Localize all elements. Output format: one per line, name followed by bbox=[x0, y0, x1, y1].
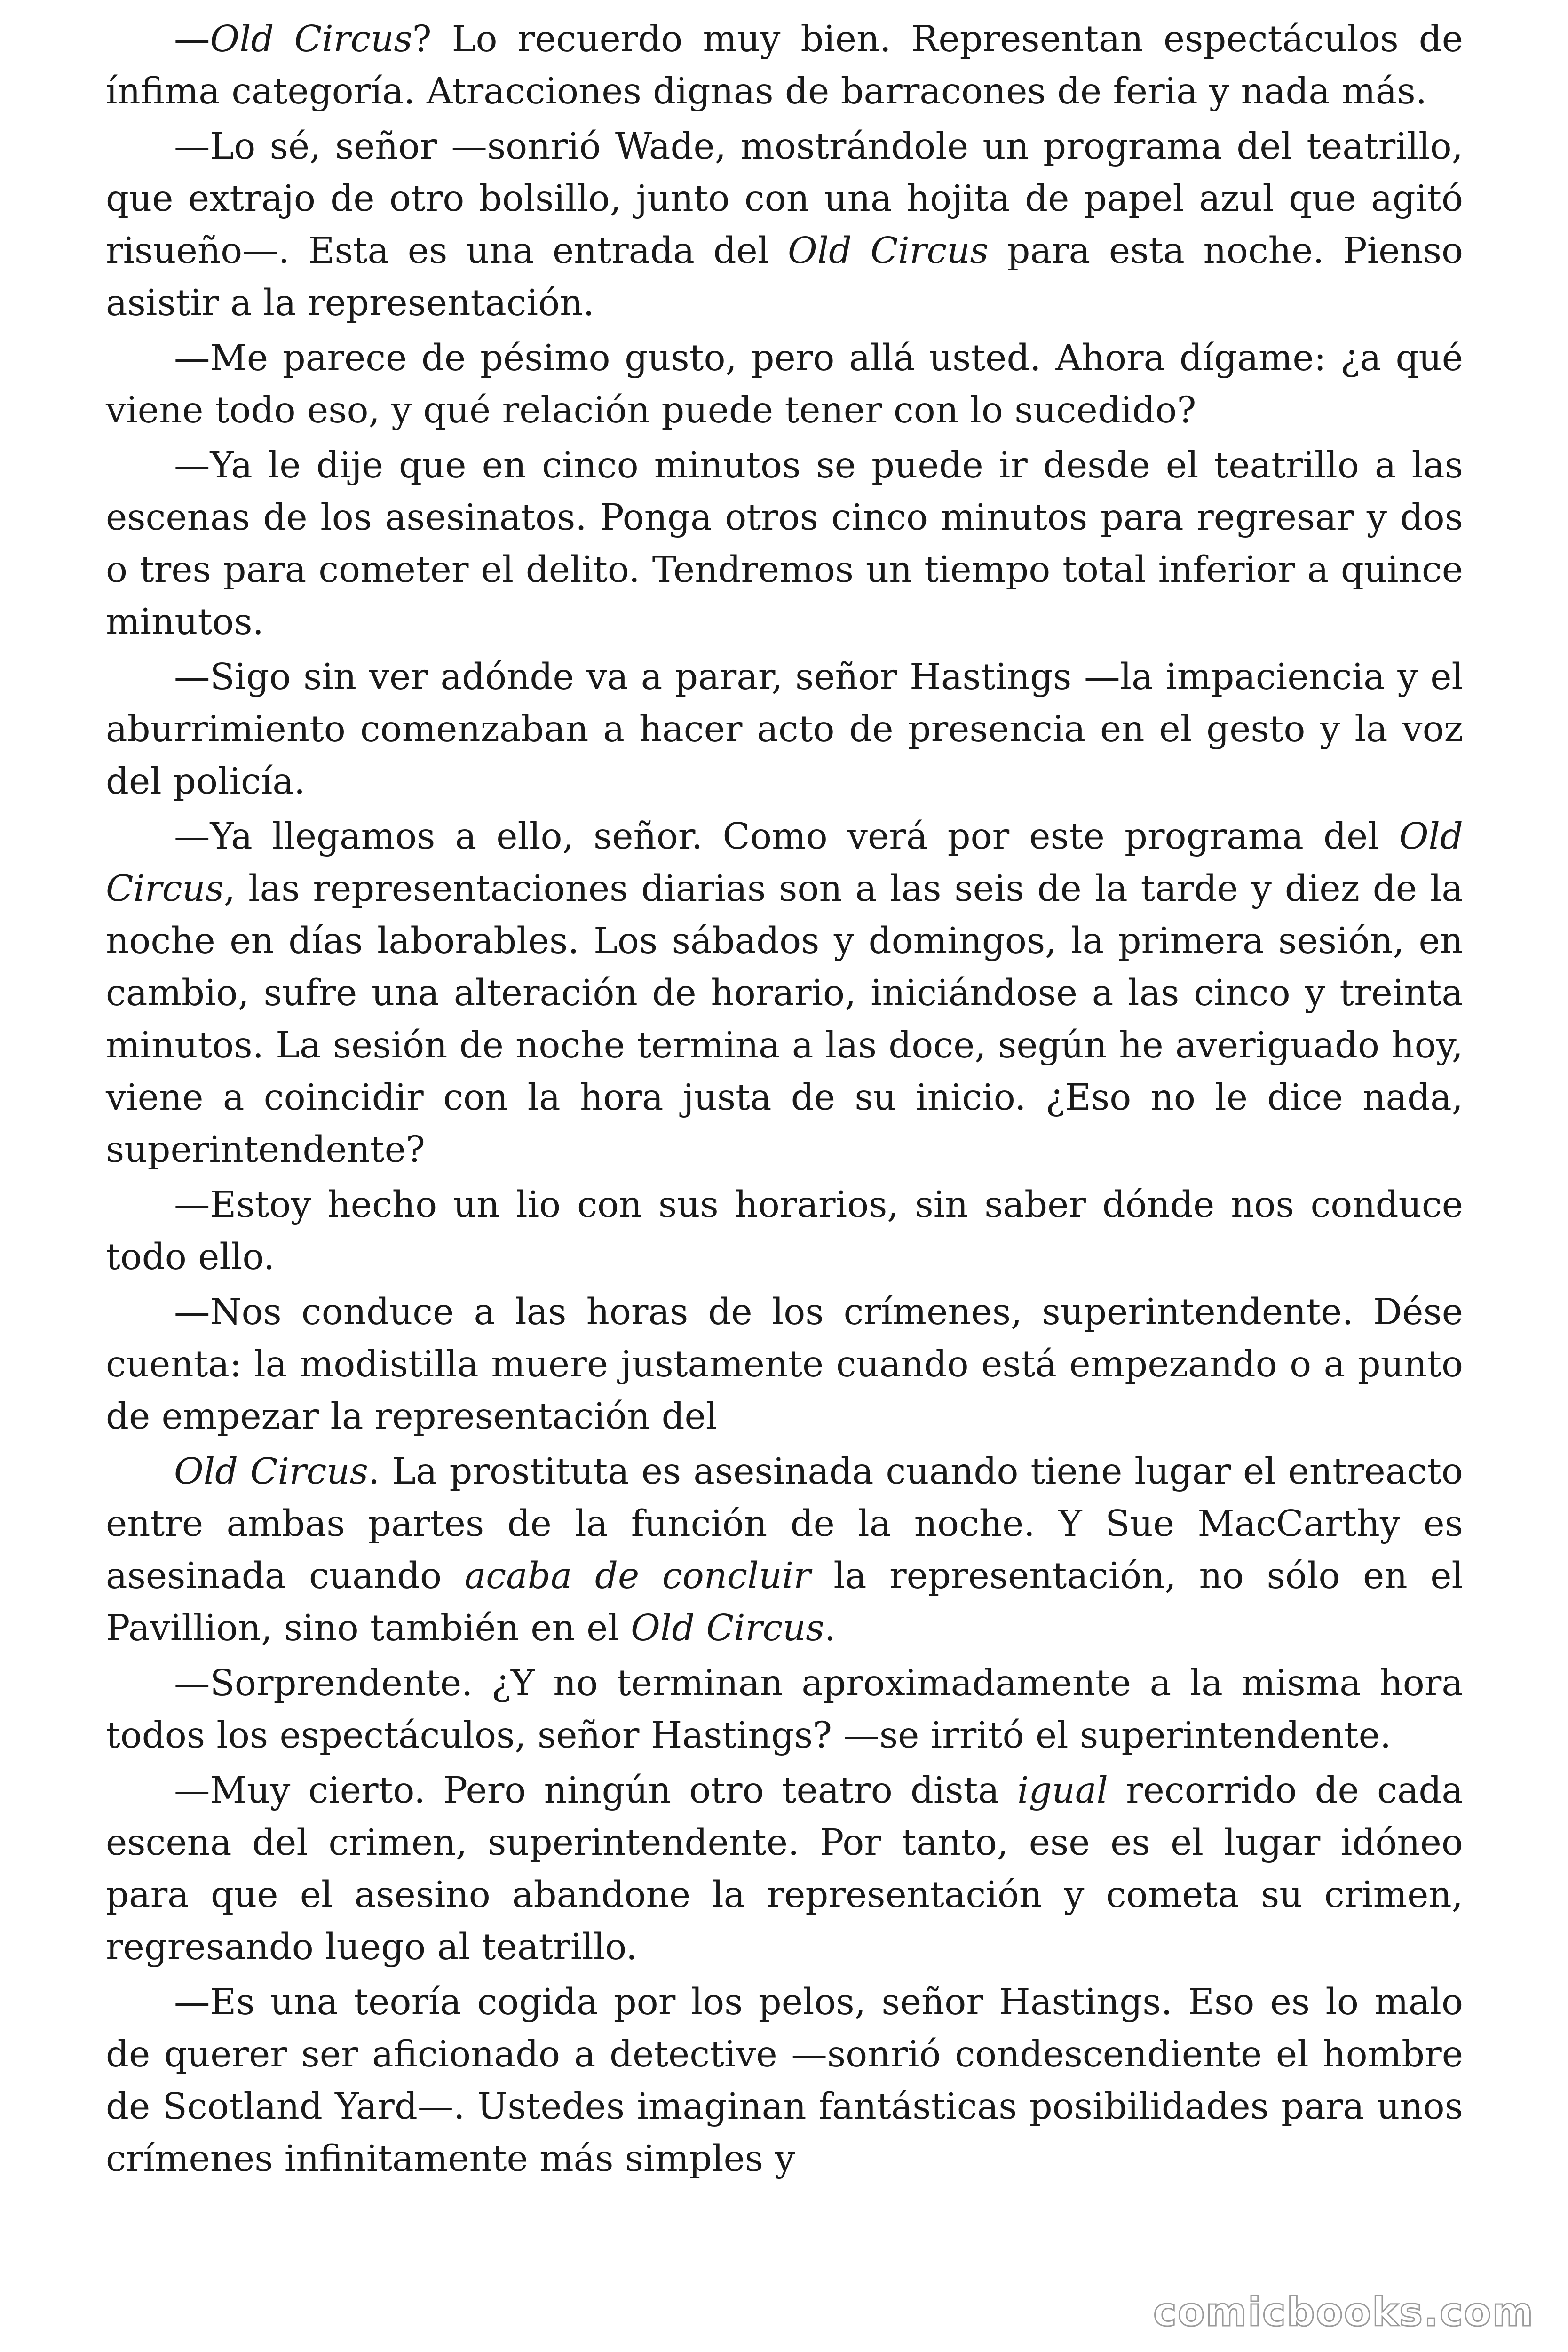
paragraph bbox=[106, 1286, 1463, 1446]
text-run: —Muy cierto. Pero ningún otro teatro dista bbox=[174, 1770, 1018, 1812]
italic-text: Old Circus bbox=[631, 1607, 824, 1649]
paragraph bbox=[106, 120, 1463, 332]
text-run: —Nos conduce a las horas de los crímenes, superintendente. Dése cuenta: la modistilla muere justamente cuando está empezando o a punto de empezar la representación del bbox=[106, 1291, 1463, 1438]
paragraph bbox=[106, 13, 1463, 120]
text-run: . La prostituta es asesinada cuando tiene lugar el entreacto entre ambas partes de la función de la noche. Y Sue MacCarthy es asesinada cuando bbox=[106, 1451, 1463, 1597]
text-run: —Ya le dije que en cinco minutos se puede ir desde el teatrillo a las escenas de los asesinatos. Ponga otros cinco minutos para regresar y dos o tres para cometer el delito. Tendremos un tiempo total inferior a quince minutos. bbox=[106, 445, 1463, 643]
text-run: —Me parece de pésimo gusto, pero allá usted. Ahora dígame: ¿a qué viene todo eso, y qué relación puede tener con lo sucedido? bbox=[106, 337, 1463, 431]
paragraph bbox=[106, 1976, 1463, 2188]
paragraph bbox=[106, 651, 1463, 810]
paragraph bbox=[106, 1446, 1463, 1657]
body-text bbox=[106, 13, 1463, 2188]
text-run: la representación, no sólo en el Pavillion, sino también en el bbox=[106, 1555, 1463, 1649]
text-run: recorrido de cada escena del crimen, superintendente. Por tanto, ese es el lugar idóneo para que el asesino abandone la representación y cometa su crimen, regresando luego al teatrillo. bbox=[106, 1770, 1464, 1968]
text-run: —Lo sé, señor —sonrió Wade, mostrándole un programa del teatrillo, que extrajo de otro bolsillo, junto con una hojita de papel azul que agitó risueño—. Esta es una entrada del bbox=[106, 126, 1463, 272]
italic-text: Old Circus bbox=[106, 816, 1463, 910]
text-run: —Sorprendente. ¿Y no terminan aproximadamente a la misma hora todos los espectáculos, señor Hastings? —se irritó el superintendente. bbox=[106, 1662, 1463, 1756]
text-run: —Sigo sin ver adónde va a parar, señor Hastings —la impaciencia y el aburrimiento comenzaban a hacer acto de presencia en el gesto y la voz del policía. bbox=[106, 656, 1463, 803]
italic-text: igual bbox=[1017, 1770, 1108, 1812]
paragraph bbox=[106, 1764, 1463, 1976]
watermark-logo: comicbooks.com bbox=[1153, 2289, 1534, 2335]
text-run: , las representaciones diarias son a las seis de la tarde y diez de la noche en días laborables. Los sábados y domingos, la primera sesión, en cambio, sufre una alteración de horario, iniciándose a las cinco y treinta minutos. La sesión de noche termina a las doce, según he averiguado hoy, viene a coincidir con la hora justa de su inicio. ¿Eso no le dice nada, superintendente? bbox=[106, 868, 1463, 1171]
italic-text: acaba de concluir bbox=[464, 1555, 811, 1597]
paragraph bbox=[106, 439, 1463, 651]
text-run: ? Lo recuerdo muy bien. Representan espectáculos de ínfima categoría. Atracciones dignas de barracones de feria y nada más. bbox=[106, 18, 1463, 112]
italic-text: Old Circus bbox=[788, 230, 989, 272]
paragraph bbox=[106, 810, 1463, 1179]
italic-text: Old Circus bbox=[174, 1451, 368, 1493]
italic-text: Old Circus bbox=[210, 18, 412, 60]
text-run: para esta noche. Pienso asistir a la representación. bbox=[106, 230, 1464, 324]
paragraph bbox=[106, 332, 1463, 439]
text-run: . bbox=[824, 1607, 836, 1649]
text-run: —Ya llegamos a ello, señor. Como verá por este programa del bbox=[174, 816, 1399, 858]
text-run: —Es una teoría cogida por los pelos, señor Hastings. Eso es lo malo de querer ser aficionado a detective —sonrió condescendiente el hombre de Scotland Yard—. Ustedes imaginan fantásticas posibilidades para unos crímenes infinitamente más simples y bbox=[106, 1981, 1463, 2180]
paragraph bbox=[106, 1179, 1463, 1286]
paragraph bbox=[106, 1657, 1463, 1764]
text-run: — bbox=[174, 18, 210, 60]
text-run: —Estoy hecho un lio con sus horarios, sin saber dónde nos conduce todo ello. bbox=[106, 1184, 1463, 1278]
